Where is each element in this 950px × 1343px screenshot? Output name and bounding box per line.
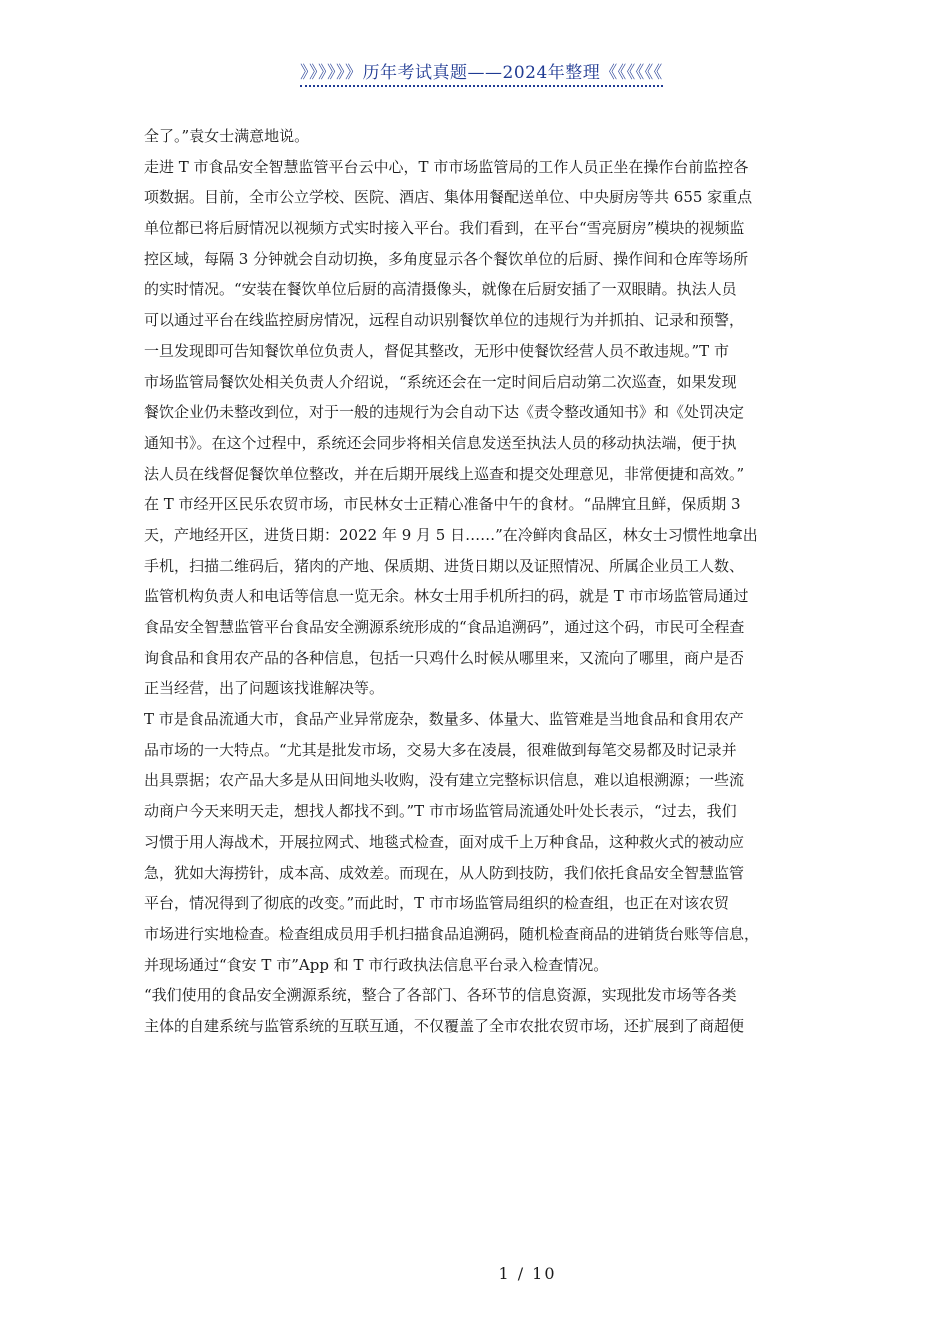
text-line: 市场监管局餐饮处相关负责人介绍说，“系统还会在一定时间后启动第二次巡查，如果发现 [144,372,737,391]
text-line: 通知书》。在这个过程中，系统还会同步将相关信息发送至执法人员的移动执法端，便于执 [144,433,737,452]
text-line: 平台，情况得到了彻底的改变。”而此时，T 市市场监管局组织的检查组，也正在对该农贸 [144,894,729,913]
text-line: 品市场的一大特点。“尤其是批发市场，交易大多在凌晨，很难做到每笔交易都及时记录并 [144,740,737,759]
text-line: 天，产地经开区，进货日期：2022 年 9 月 5 日……”在冷鲜肉食品区，林女士习惯性地拿出 [144,525,758,544]
text-line: 监管机构负责人和电话等信息一览无余。林女士用手机所扫的码，就是 T 市市场监管局通过 [144,587,749,606]
text-line: 控区域，每隔 3 分钟就会自动切换，多角度显示各个餐饮单位的后厨、操作间和仓库等场所 [144,249,749,268]
text-line: 主体的自建系统与监管系统的互联互通，不仅覆盖了全市农批农贸市场，还扩展到了商超便 [144,1016,745,1035]
text-line: 项数据。目前，全市公立学校、医院、酒店、集体用餐配送单位、中央厨房等共 655 家重点 [144,188,753,207]
text-line: 食品安全智慧监管平台食品安全溯源系统形成的“食品追溯码”，通过这个码，市民可全程查 [144,618,745,636]
text-line: 习惯于用人海战术，开展拉网式、地毯式检查，面对成千上万种食品，这种救火式的被动应 [144,832,745,851]
text-line: 的实时情况。“安装在餐饮单位后厨的高清摄像头，就像在后厨安插了一双眼睛。执法人员 [144,280,737,299]
text-line: 并现场通过“食安 T 市”App 和 T 市行政执法信息平台录入检查情况。 [144,955,609,974]
text-line: T 市是食品流通大市，食品产业异常庞杂，数量多、体量大、监管难是当地食品和食用农产 [144,710,744,729]
text-line: 手机，扫描二维码后，猪肉的产地、保质期、进货日期以及证照情况、所属企业员工人数、 [144,556,745,575]
page-number: 1 / 10 [498,1264,557,1283]
text-line: 可以通过平台在线监控厨房情况，远程自动识别餐饮单位的违规行为并抓拍、记录和预警， [144,311,745,330]
text-line: 餐饮企业仍未整改到位，对于一般的违规行为会自动下达《责令整改通知书》和《处罚决定 [144,403,745,422]
text-line: 在 T 市经开区民乐农贸市场，市民林女士正精心准备中午的食材。“品牌宜且鲜，保质期 3 [144,495,741,514]
text-line: 市场进行实地检查。检查组成员用手机扫描食品追溯码，随机检查商品的进销货台账等信息， [144,924,760,943]
text-line: 出具票据；农产品大多是从田间地头收购，没有建立完整标识信息，难以追根溯源；一些流 [144,771,745,790]
text-line: 走进 T 市食品安全智慧监管平台云中心，T 市市场监管局的工作人员正坐在操作台前监控各 [144,157,749,176]
text-line: 急，犹如大海捞针，成本高、成效差。而现在，从人防到技防，我们依托食品安全智慧监管 [144,863,745,882]
text-line: 一旦发现即可告知餐饮单位负责人，督促其整改，无形中使餐饮经营人员不敢违规。”T 市 [144,341,729,360]
text-line: 法人员在线督促餐饮单位整改，并在后期开展线上巡查和提交处理意见，非常便捷和高效。” [144,464,745,483]
text-line: 询食品和食用农产品的各种信息，包括一只鸡什么时候从哪里来，又流向了哪里，商户是否 [144,648,745,667]
text-line: 动商户今天来明天走，想找人都找不到。”T 市市场监管局流通处叶处长表示，“过去，我们 [144,802,737,821]
text-line: “我们使用的食品安全溯源系统，整合了各部门、各环节的信息资源，实现批发市场等各类 [144,986,737,1005]
page-header-banner: 》》》》》》历年考试真题——2024年整理《《《《《《 [300,58,663,87]
text-line: 正当经营，出了问题该找谁解决等。 [144,679,385,698]
text-line: 单位都已将后厨情况以视频方式实时接入平台。我们看到，在平台“雪亮厨房”模块的视频监 [144,219,745,238]
document-body [144,121,864,1042]
text-line: 全了。”袁女士满意地说。 [144,127,310,145]
